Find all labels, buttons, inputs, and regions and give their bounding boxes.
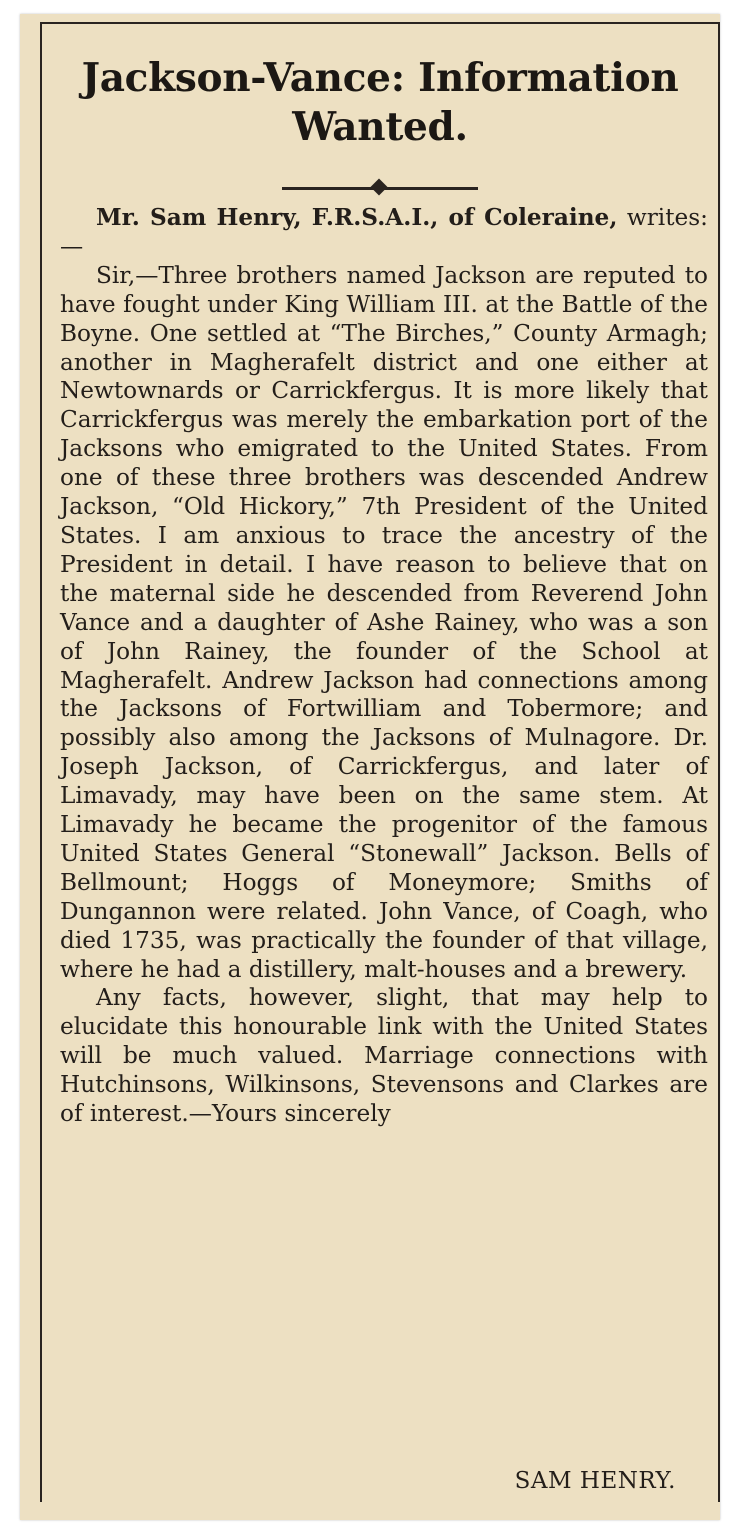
- divider-diamond-icon: [371, 179, 388, 196]
- intro-rest: writes:—: [60, 204, 708, 260]
- article-body: [60, 204, 708, 1129]
- headline-line-2: Wanted.: [292, 104, 468, 150]
- newspaper-clipping: [20, 14, 720, 1520]
- headline-line-1: Jackson-Vance: Information: [81, 55, 679, 101]
- article-frame: [40, 22, 720, 1502]
- article-intro: [60, 204, 708, 262]
- article-headline: [42, 54, 718, 152]
- signature: SAM HENRY.: [514, 1468, 676, 1494]
- writer-name: Mr. Sam Henry, F.R.S.A.I., of Coleraine,: [96, 204, 618, 231]
- paragraph-2: Any facts, however, slight, that may help to elucidate this honourable link with the United States will be much valued. Marriage connections with Hutchinsons, Wilkinsons, Stevensons and Clarkes are of interest.—Yours sincerely: [60, 984, 708, 1128]
- paragraph-1: Sir,—Three brothers named Jackson are reputed to have fought under King William III. at the Battle of the Boyne. One settled at “The Birches,” County Armagh; another in Magherafelt district and one either at Newtownards or Carrickfergus. It is more likely that Carrickfergus was merely the embarkation port of the Jacksons who emigrated to the United States. From one of these three brothers was descended Andrew Jackson, “Old Hickory,” 7th President of the United States. I am anxious to trace the ancestry of the President in detail. I have reason to believe that on the maternal side he descended from Reverend John Vance and a daughter of Ashe Rainey, who was a son of John Rainey, the founder of the School at Magherafelt. Andrew Jackson had connections among the Jacksons of Fortwilliam and Tobermore; and possibly also among the Jacksons of Mulnagore. Dr. Joseph Jackson, of Carrickfergus, and later of Limavady, may have been on the same stem. At Limavady he became the progenitor of the famous United States General “Stonewall” Jackson. Bells of Bellmount; Hoggs of Moneymore; Smiths of Dungannon were related. John Vance, of Coagh, who died 1735, was practically the founder of that village, where he had a distillery, malt-houses and a brewery.: [60, 261, 708, 983]
